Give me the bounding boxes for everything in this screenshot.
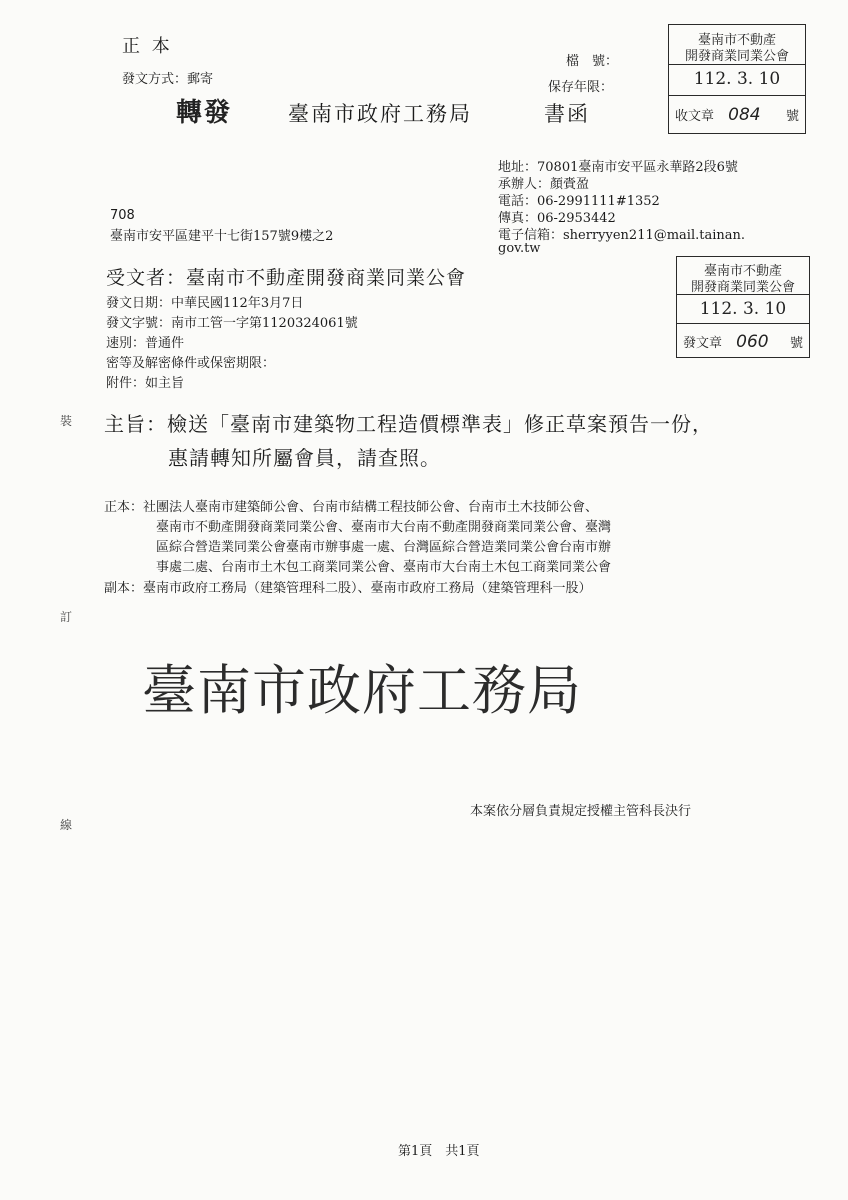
contact-phone: 電話：06-2991111#1352 (498, 194, 660, 209)
issue-date: 發文日期：中華民國112年3月7日 (106, 296, 304, 311)
receipt-stamp-bottom (676, 256, 810, 358)
binding-mark-zhuang: 裝 (60, 414, 73, 428)
agency-title: 臺南市政府工務局 (288, 102, 472, 126)
contact-email: 電子信箱：sherryyen211@mail.tainan. (498, 228, 746, 243)
delivery-method: 發文方式：郵寄 (122, 72, 214, 87)
stamp-label: 收文章 (675, 109, 715, 124)
contact-email-cont: gov.tw (498, 241, 541, 256)
stamp-label: 發文章 (683, 336, 723, 351)
contact-handler: 承辦人：顏賫盈 (498, 177, 590, 192)
recipient-line: 受文者：臺南市不動產開發商業同業公會 (106, 267, 467, 289)
speed-class: 速別：普通件 (106, 336, 185, 351)
page-number: 第1頁 共1頁 (398, 1144, 480, 1159)
secrecy-level: 密等及解密條件或保密期限： (106, 356, 276, 371)
stamp-number: 060 (736, 332, 769, 352)
stamp-org-line2: 開發商業同業公會 (690, 280, 795, 295)
distribution-original-line4: 事處二處、台南市土木包工商業同業公會、臺南市大台南土木包工商業同業公會 (156, 560, 612, 575)
postal-code: 708 (110, 208, 135, 223)
file-number-label: 檔 號： (566, 54, 619, 69)
stamp-date: 112. 3. 10 (699, 299, 787, 319)
document-number: 發文字號：南市工管一字第1120324061號 (106, 316, 358, 331)
original-copy-mark: 正 本 (122, 36, 173, 57)
attachment: 附件：如主旨 (106, 376, 185, 391)
distribution-original-line2: 臺南市不動產開發商業同業公會、臺南市大台南不動產開發商業同業公會、臺灣 (156, 520, 612, 535)
stamp-org-line1: 臺南市不動產 (697, 33, 776, 48)
stamp-number: 084 (728, 105, 761, 125)
binding-mark-xian: 線 (60, 818, 73, 832)
contact-address: 地址：70801臺南市安平區永華路2段6號 (498, 160, 738, 175)
subject-line1: 主旨：檢送「臺南市建築物工程造價標準表」修正草案預告一份， (104, 412, 713, 436)
distribution-original-line1: 正本：社團法人臺南市建築師公會、台南市結構工程技師公會、台南市土木技師公會、 (104, 500, 599, 515)
subject-line2: 惠請轉知所屬會員，請查照。 (168, 446, 441, 470)
agency-signature: 臺南市政府工務局 (142, 659, 582, 722)
forward-stamp: 轉發 (176, 98, 233, 128)
distribution-original-line3: 區綜合營造業同業公會臺南市辦事處一處、台灣區綜合營造業同業公會台南市辦 (156, 540, 612, 555)
authorization-note: 本案依分層負責規定授權主管科長決行 (470, 804, 692, 819)
stamp-org-line2: 開發商業同業公會 (684, 49, 789, 64)
recipient-address: 臺南市安平區建平十七街157號9樓之2 (110, 229, 334, 244)
distribution-copy: 副本：臺南市政府工務局（建築管理科二股）、臺南市政府工務局（建築管理科一股） (104, 581, 592, 596)
stamp-date: 112. 3. 10 (693, 69, 781, 89)
document-type: 書函 (544, 102, 590, 126)
receipt-stamp-top (668, 24, 806, 134)
binding-mark-ding: 訂 (60, 610, 73, 624)
stamp-suffix: 號 (785, 109, 799, 124)
stamp-suffix: 號 (789, 336, 803, 351)
retention-period-label: 保存年限： (548, 80, 614, 95)
contact-fax: 傳真：06-2953442 (498, 211, 616, 226)
stamp-org-line1: 臺南市不動產 (703, 264, 782, 279)
